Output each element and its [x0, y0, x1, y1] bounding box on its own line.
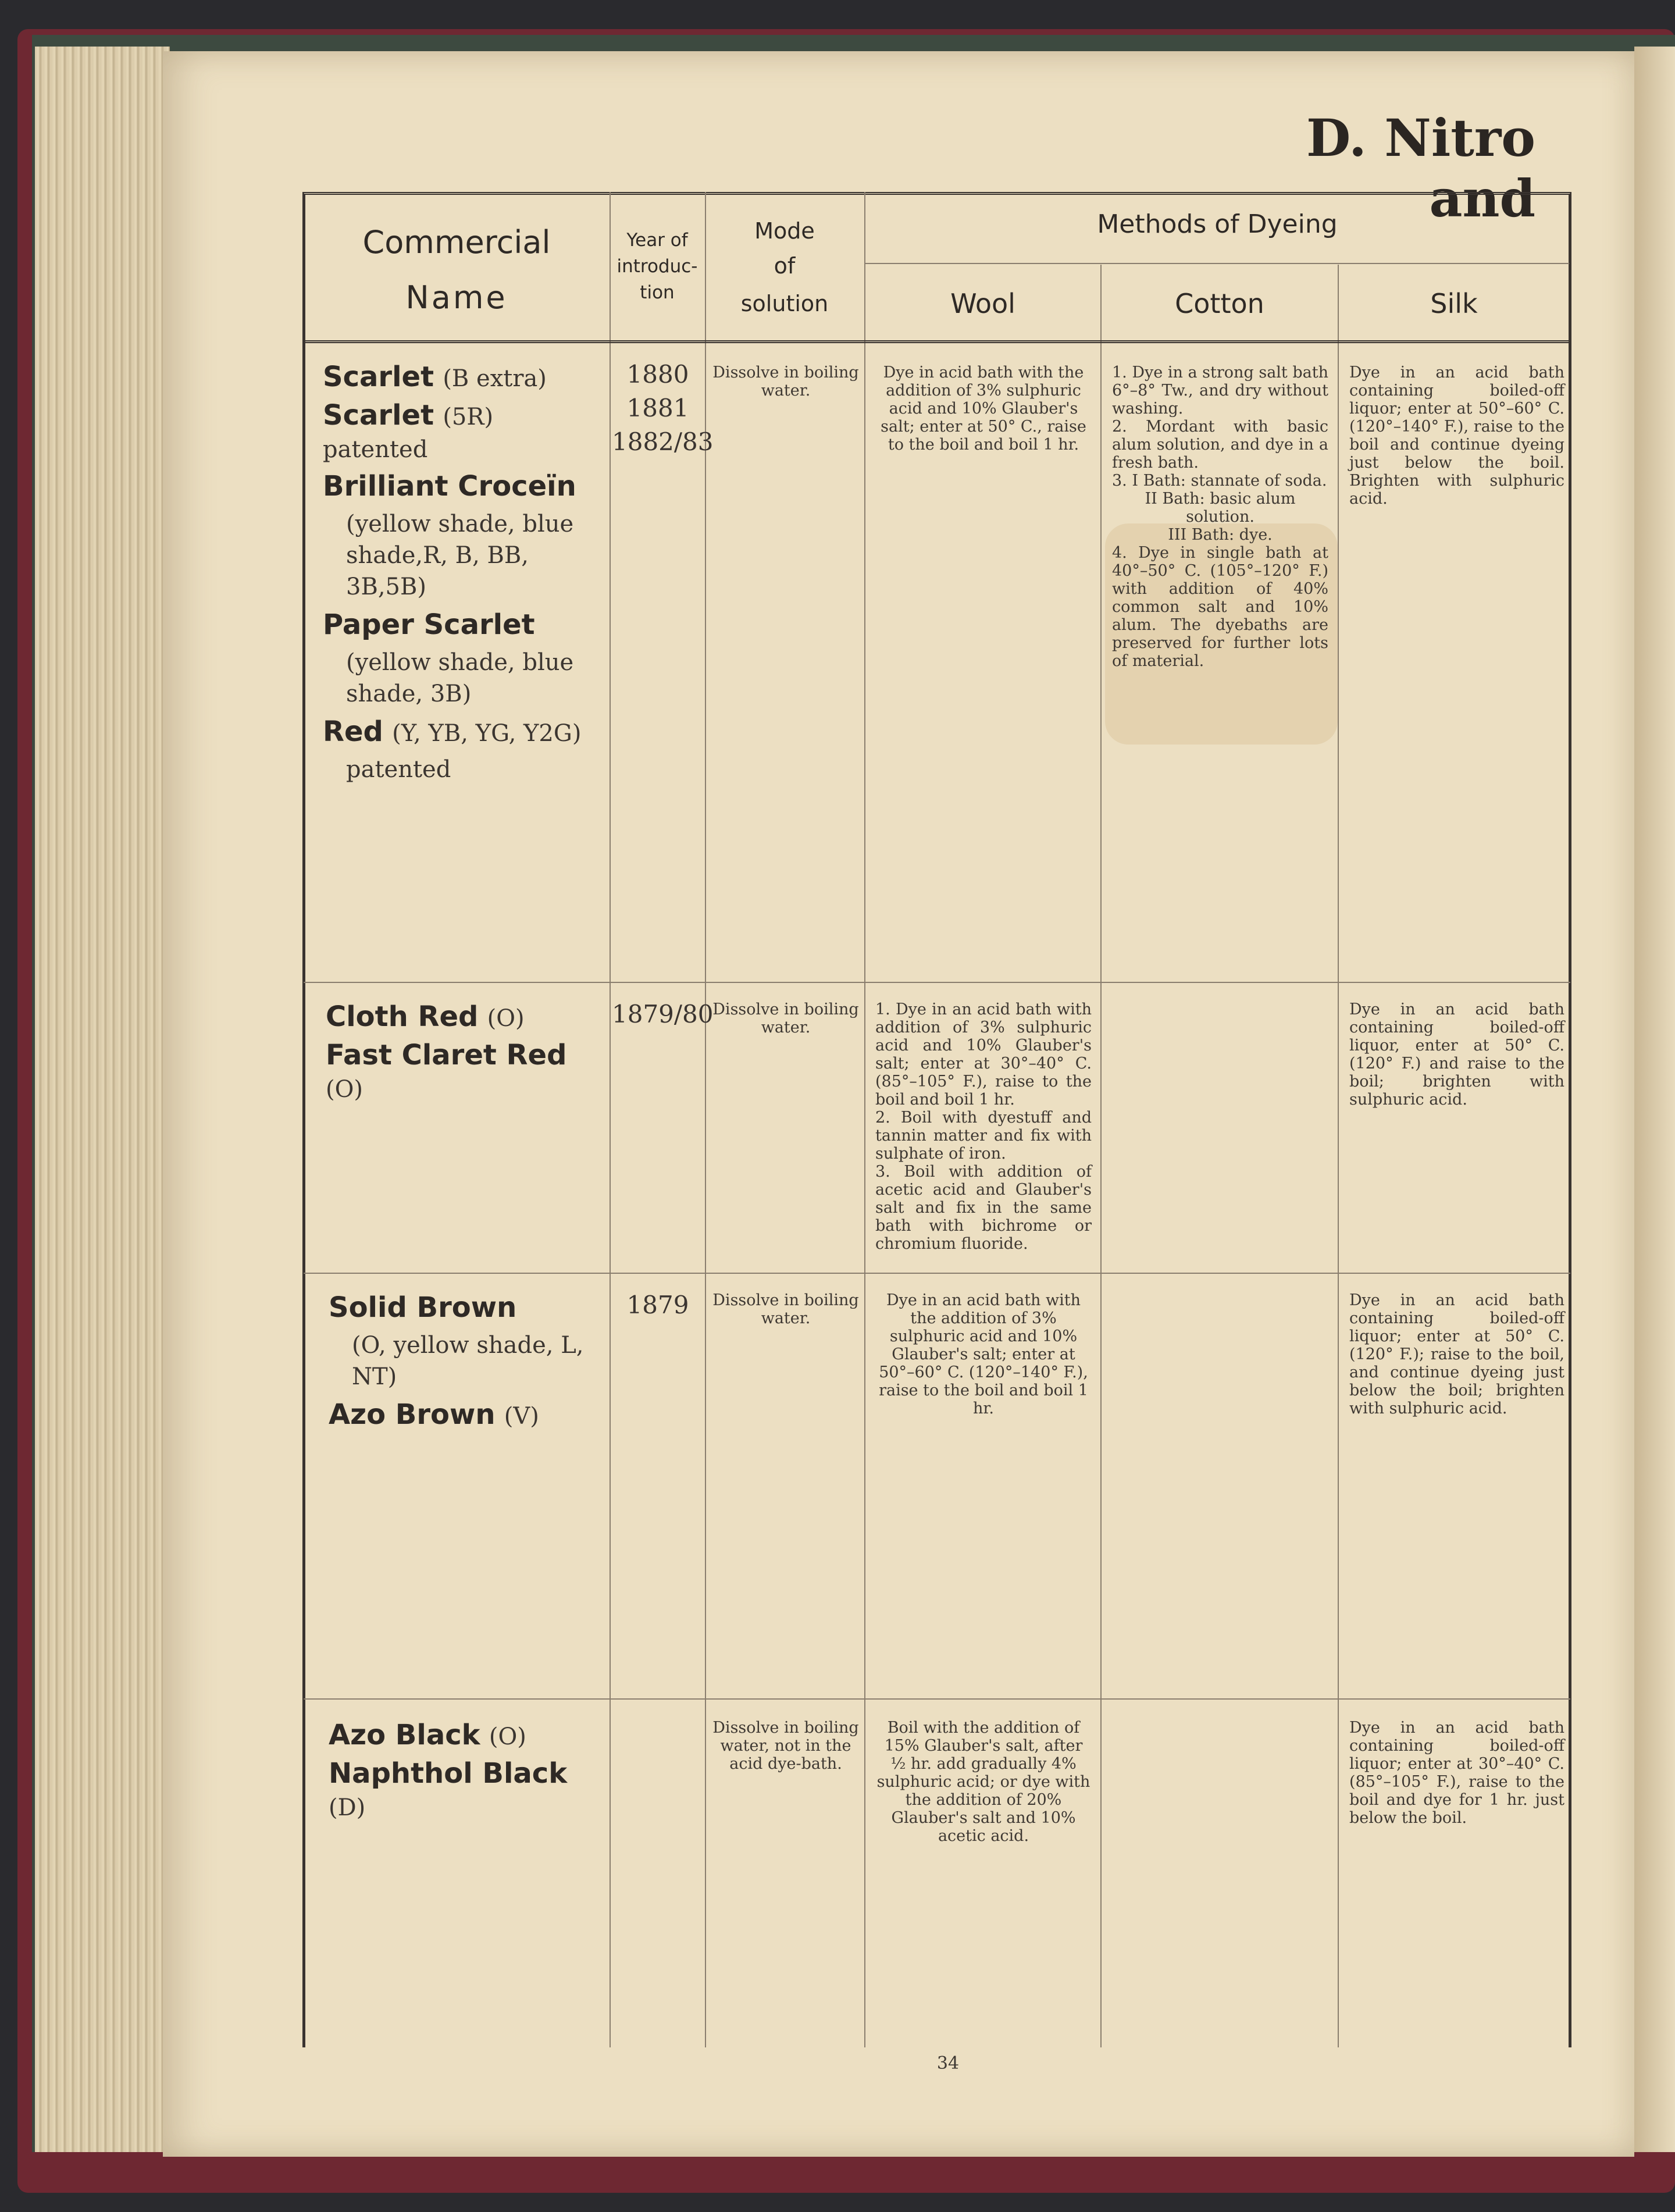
- year-value: 1879: [626, 1291, 689, 1319]
- header-wool: Wool: [950, 288, 1015, 319]
- row1-silk: Dye in an acid bath containing boiled-off liquor; enter at 50°–60° C. (120°–140° F.), raise to the boil and continue dyeing just below the boil. Brighten with sulphuric acid.: [1349, 364, 1564, 508]
- row-rule-2: [304, 1273, 1570, 1274]
- dye-name-entry: Scarlet (5R) patented: [323, 399, 494, 463]
- dye-name-entry: Scarlet (B extra): [323, 361, 547, 393]
- dye-name-entry: Fast Claret Red (O): [326, 1039, 567, 1103]
- year-value: 1881: [626, 394, 689, 422]
- row3-names: [329, 1291, 602, 1437]
- header-rule: [304, 340, 1570, 343]
- col-divider-wool: [1100, 265, 1102, 2047]
- header-cotton: Cotton: [1175, 288, 1264, 319]
- row-rule-3: [304, 1698, 1570, 1700]
- row2-wool: [875, 1000, 1092, 1253]
- row2-names: [326, 1000, 602, 1110]
- header-mode-2: of: [774, 253, 796, 279]
- row2-silk: Dye in an acid bath containing boiled-off liquor, enter at 50° C. (120° F.) and raise to the boil; brighten with sulphuric acid.: [1349, 1000, 1564, 1109]
- row4-silk: Dye in an acid bath containing boiled-off liquor; enter at 30°–40° C. (85°–105° F.), raise to the boil and dye for 1 hr. just below the boil.: [1349, 1719, 1564, 1827]
- row1-names: [323, 361, 599, 791]
- dye-name-entry: Naphthol Black (D): [329, 1757, 568, 1821]
- row2-years: [612, 998, 714, 1031]
- row3-silk: Dye in an acid bath containing boiled-off liquor; enter at 50° C. (120° F.); raise to the boil, and continue dyeing just below the boil; brighten with sulphuric acid.: [1349, 1291, 1564, 1417]
- row3-mode: Dissolve in boiling water.: [712, 1291, 859, 1327]
- method-step: 1. Dye in an acid bath with addition of 3% sulphuric acid and 10% Glauber's salt; enter at 30°–40° C. (85°–105° F.), raise to the boil and boil 1 hr.: [875, 1000, 1092, 1109]
- col-divider-cotton: [1338, 265, 1339, 2047]
- method-step: II Bath: basic alum solution.: [1145, 490, 1296, 526]
- method-step: 4. Dye in single bath at 40°–50° C. (105°–120° F.) with addition of 40% common salt and 10% alum. The dyebaths are preserved for further lots of material.: [1112, 544, 1328, 670]
- header-commercial-name-2: Name: [405, 279, 508, 316]
- method-step: 3. I Bath: stannate of soda.: [1112, 472, 1327, 490]
- header-mode-1: Mode: [754, 218, 815, 244]
- dye-name-entry: Azo Black (O): [329, 1719, 526, 1751]
- facing-page-edge: [1634, 47, 1675, 2152]
- header-commercial-name-1: Commercial: [362, 224, 551, 261]
- row1-years: [612, 358, 714, 459]
- row-rule-1: [304, 982, 1570, 983]
- header-mode-3: solution: [740, 291, 829, 316]
- year-value: 1879/80: [612, 1000, 714, 1028]
- year-value: 1882/83: [612, 428, 714, 456]
- page-number: 34: [936, 2053, 960, 2074]
- row1-wool: Dye in acid bath with the addition of 3% sulphuric acid and 10% Glauber's salt; enter at 50° C., raise to the boil and boil 1 hr.: [881, 364, 1086, 454]
- dye-name-entry: Red (Y, YB, YG, Y2G): [323, 715, 582, 748]
- row3-years: [612, 1288, 704, 1322]
- dye-name-entry: Azo Brown (V): [329, 1398, 539, 1431]
- method-step: 2. Boil with dyestuff and tannin matter and fix with sulphate of iron.: [875, 1109, 1092, 1163]
- header-year-3: tion: [640, 282, 675, 303]
- dye-name-detail: (O, yellow shade, L, NT): [352, 1332, 584, 1390]
- row3-wool: Dye in an acid bath with the addition of 3% sulphuric acid and 10% Glauber's salt; enter at 50°–60° C. (120°–140° F.), raise to the boil and boil 1 hr.: [879, 1291, 1088, 1417]
- year-value: 1880: [626, 360, 689, 389]
- header-methods: Methods of Dyeing: [1097, 209, 1338, 239]
- col-divider-mode: [864, 192, 865, 2047]
- method-step: 2. Mordant with basic alum solution, and dye in a fresh bath.: [1112, 418, 1328, 472]
- col-divider-name: [610, 192, 611, 2047]
- row4-wool: Boil with the addition of 15% Glauber's salt, after ½ hr. add gradually 4% sulphuric acid; or dye with the addition of 20% Glauber's salt and 10% acetic acid.: [876, 1719, 1090, 1845]
- row4-mode: Dissolve in boiling water, not in the acid dye-bath.: [712, 1719, 859, 1773]
- header-year-1: Year of: [626, 230, 688, 251]
- method-step: 3. Boil with addition of acetic acid and Glauber's salt and fix in the same bath with bichrome or chromium fluoride.: [875, 1163, 1092, 1253]
- methods-subheader-rule: [864, 263, 1569, 264]
- page-edges: [35, 47, 170, 2152]
- row4-names: [329, 1719, 602, 1828]
- dye-name-entry: Cloth Red (O): [326, 1000, 525, 1033]
- method-step: 1. Dye in a strong salt bath 6°–8° Tw., and dry without washing.: [1112, 364, 1328, 418]
- row2-mode: Dissolve in boiling water.: [712, 1000, 859, 1036]
- dye-name-entry: Solid Brown: [329, 1291, 517, 1324]
- row1-mode: Dissolve in boiling water.: [712, 364, 859, 400]
- col-divider-year: [705, 192, 706, 2047]
- row1-cotton: [1112, 364, 1328, 670]
- method-step: III Bath: dye.: [1168, 526, 1273, 544]
- dye-name-detail: (yellow shade, blue shade,R, B, BB, 3B,5B): [346, 511, 574, 600]
- dye-name-detail: (yellow shade, blue shade, 3B): [346, 649, 574, 707]
- section-title: D. Nitro and: [1306, 108, 1535, 229]
- dye-name-entry: Brilliant Croceïn: [323, 470, 576, 503]
- header-year-2: introduc-: [616, 256, 698, 277]
- dye-name-detail: patented: [346, 756, 451, 783]
- dye-name-entry: Paper Scarlet: [323, 608, 535, 641]
- header-silk: Silk: [1430, 288, 1478, 319]
